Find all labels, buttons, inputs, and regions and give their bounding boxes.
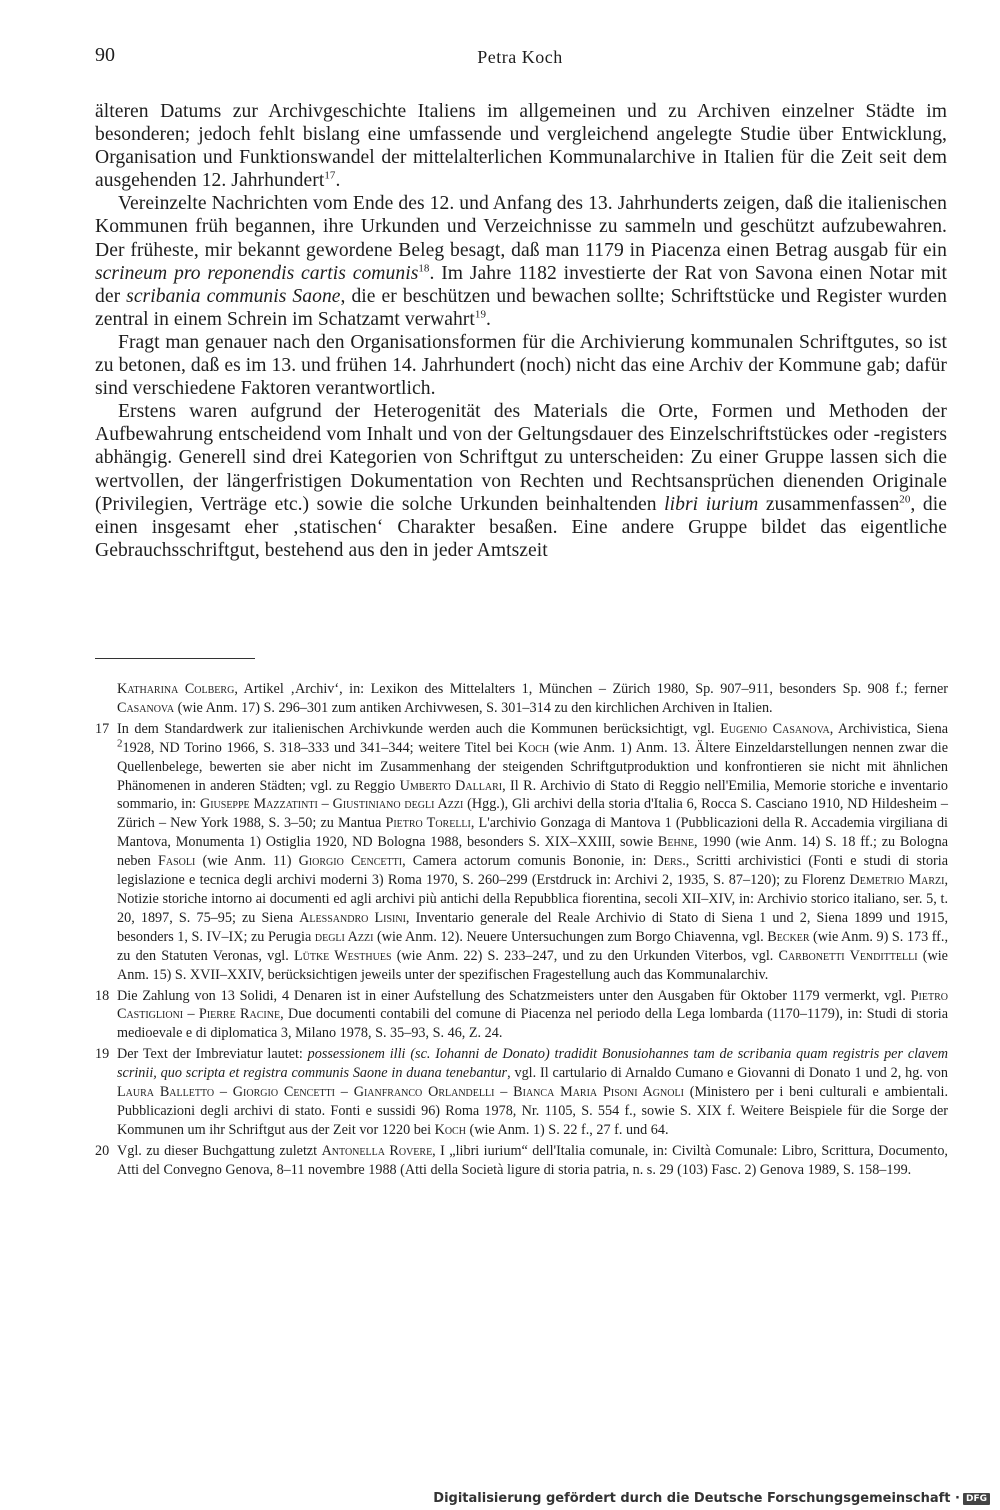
footnote-18: 18 Die Zahlung von 13 Solidi, 4 Denaren ist in einer Aufstellung des Schatzmeisters unter den Ausgaben für Oktober 1179 vermerkt, vgl. Pietro Castiglioni – Pierre Racine, Due documenti contabili del comune di Piacenza nel periodo della Lega lombarda (1170–1179), in: Studi di storia medioevale e di diplomatica 3, Milano 1978, S. 35–93, S. 46, Z. 24.	[95, 987, 948, 1042]
running-head: Petra Koch	[477, 47, 563, 67]
paragraph-4: Erstens waren aufgrund der Heterogenität des Materials die Orte, Formen und Methoden der Aufbewahrung entscheidend vom Inhalt und von der Geltungsdauer des Einzelschriftstückes oder -registers abhängig. Generell sind drei Kategorien von Schriftgut zu unterscheiden: Zu einer Gruppe lassen sich die wertvollen, der längerfristigen Dokumentation von Rechten und Rechtsansprüchen dienenden Originale (Privilegien, Verträge etc.) sowie die solche Urkunden beinhaltenden libri iurium zusammenfassen$^{20}$, die einen insgesamt eher ‚statischen‘ Charakter besaßen. Eine andere Gruppe bildet das eigentliche Gebrauchsschriftgut, bestehend aus den in jeder Amtszeit	[95, 401, 948, 561]
footnote-17: 17 In dem Standardwerk zur italienischen Archivkunde werden auch die Kommunen berücksichtigt, vgl. Eugenio Casanova, Archivistica, Siena $^2$1928, ND Torino 1966, S. 318–333 und 341–344; weitere Titel bei Koch (wie Anm. 1) Anm. 13. Ältere Einzeldarstellungen nennen zwar die Quellenbelege, bewerten sie aber nicht im Zusammenhang der steigenden Schriftgutproduktion und konfrontieren sie nicht mit ähnlichen Phänomenen in anderen Städten; vgl. zu Reggio Umberto Dallari, Il R. Archivio di Stato di Reggio nell'Emilia, Memorie storiche e inventario sommario, in: Giuseppe Mazzatinti – Giustiniano degli Azzi (Hgg.), Gli archivi della storia d'Italia 6, Rocca S. Casciano 1910, ND Hildesheim – Zürich – New York 1988, S. 3–50; zu Mantua Pietro Torelli, L'archivio Gonzaga di Mantova 1 (Pubblicazioni della R. Accademia virgiliana di Mantova, Monumenta 1) Ostiglia 1920, ND Bologna 1988, besonders S. XIX–XXIII, sowie Behne, 1990 (wie Anm. 14) S. 18 ff.; zu Bologna neben Fasoli (wie Anm. 11) Giorgio Cencetti, Camera actorum comunis Bononie, in: Ders., Scritti archivistici (Fonti e studi di storia legislazione e tecnica degli archivi moderni 3) Roma 1970, S. 260–299 (Erstdruck in: Archivi 2, 1935, S. 87–120); zu Florenz Demetrio Marzi, Notizie storiche intorno ai documenti ed agli archivi più antichi della Repubblica fiorentina, secoli XII–XIV, in: Archivio storico italiano, ser. 5, t. 20, 1897, S. 75–95; zu Siena Alessandro Lisini, Inventario generale del Reale Archivio di Stato di Siena 1 und 2, Siena 1899 und 1915, besonders 1, S. IV–IX; zu Perugia degli Azzi (wie Anm. 12). Neuere Untersuchungen zum Borgo Chiavenna, vgl. Becker (wie Anm. 9) S. 173 ff., zu den Statuten Veronas, vgl. Lütke Westhues (wie Anm. 22) S. 233–247, und zu den Urkunden Viterbos, vgl. Carbonetti Vendittelli (wie Anm. 15) S. XVII–XXIV, berücksichtigen jeweils unter der spezifischen Fragestellung auch das Kommunalarchiv.	[95, 720, 949, 983]
paragraph-3: Fragt man genauer nach den Organisationsformen für die Archivierung kommunalen Schriftgutes, so ist zu betonen, daß es im 13. und frühen 14. Jahrhundert (noch) nicht das eine Archiv der Kommune gab; dafür sind verschiedene Faktoren verantwortlich.	[95, 331, 947, 400]
dfg-logo-icon: DFG	[963, 1493, 990, 1505]
footnote-divider	[95, 658, 255, 659]
footnote-ref-18[interactable]: 18	[418, 262, 430, 275]
footnote-20: 20 Vgl. zu dieser Buchgattung zuletzt Antonella Rovere, I „libri iurium“ dell'Italia comunale, in: Civiltà Comunale: Libro, Scrittura, Documento, Atti del Convegno Genova, 8–11 novembre 1988 (Atti della Società ligure di storia patria, n. s. 29 (103) Fasc. 2) Genova 1989, S. 158–199.	[95, 1142, 948, 1178]
footnote-ref-17[interactable]: 17	[324, 169, 336, 182]
footnote-number: 19	[95, 1046, 110, 1063]
page-number: 90	[95, 44, 115, 66]
footnote-ref-20[interactable]: 20	[899, 493, 911, 506]
paragraph-1: älteren Datums zur Archivgeschichte Italiens im allgemeinen und zu Archiven einzelner Städte im besonderen; jedoch fehlt bislang eine umfassende und vergleichend angelegte Studie über Entwicklung, Organisation und Funktionswandel der mittelalterlichen Kommunalarchive in Italien für die Zeit seit dem ausgehenden 12. Jahrhundert$^{17}$.	[95, 101, 947, 192]
main-text	[95, 100, 947, 562]
footnote-number: 20	[95, 1142, 110, 1159]
footnote-16-continuation: Katharina Colberg, Artikel ‚Archiv‘, in: Lexikon des Mittelalters 1, München – Zürich 1980, Sp. 907–911, besonders Sp. 908 f.; ferner Casanova (wie Anm. 17) S. 296–301 zum antiken Archivwesen, S. 301–314 zu den kirchlichen Archiven in Italien.	[117, 681, 948, 716]
footnote-ref-19[interactable]: 19	[474, 308, 486, 321]
footnotes	[95, 680, 948, 1182]
footnote-19: 19 Der Text der Imbreviatur lautet: possessionem illi (sc. Iohanni de Donato) tradidit Bonusiohannes tam de scribania quam registris per clavem scrinii, quo scripta et registra communis Saone in duana tenebantur, vgl. Il cartulario di Arnaldo Cumano e Giovanni di Donato 1 und 2, hg. von Laura Balletto – Giorgio Cencetti – Gianfranco Orlandelli – Bianca Maria Pisoni Agnoli (Ministero per i beni culturali e ambientali. Pubblicazioni degli archivi di stato. Fonti e sussidi 96) Roma 1978, Nr. 1105, S. 554 f., sowie S. XIX f. Weitere Beispiele für die Sorge der Kommunen um ihr Schriftgut aus der Zeit vor 1220 bei Koch (wie Anm. 1) S. 22 f., 27 f. und 64.	[95, 1046, 948, 1138]
footnote-number: 17	[95, 720, 110, 737]
footnote-number: 18	[95, 987, 110, 1004]
digitization-credit: Digitalisierung gefördert durch die Deutsche Forschungsgemeinschaft · DFG	[433, 1491, 990, 1506]
paragraph-2: Vereinzelte Nachrichten vom Ende des 12. und Anfang des 13. Jahrhunderts zeigen, daß die italienischen Kommunen früh begannen, ihre Urkunden und Verzeichnisse zu sammeln und geschützt aufzubewahren. Der früheste, mir bekannt gewordene Beleg besagt, daß man 1179 in Piacenza einen Betrag ausgab für ein scrineum pro reponendis cartis comunis$^{18}$. Im Jahre 1182 investierte der Rat von Savona einen Notar mit der scribania communis Saone, die er beschützen und bewachen sollte; Schriftstücke und Register wurden zentral in einem Schrein im Schatzamt verwahrt$^{19}$.	[95, 193, 947, 330]
